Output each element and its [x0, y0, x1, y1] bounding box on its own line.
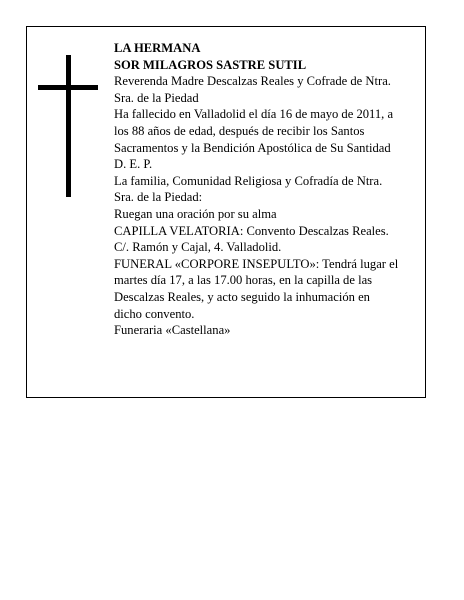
text-line: Reverenda Madre Descalzas Reales y Cofrade de Ntra.	[114, 74, 391, 89]
heading-title: LA HERMANA	[114, 41, 201, 55]
text-line: La familia, Comunidad Religiosa y Cofradía de Ntra.	[114, 173, 383, 188]
text-line: Sra. de la Piedad:	[114, 190, 203, 205]
text-line: Descalzas Reales, y acto seguido la inhumación en	[114, 289, 370, 304]
obituary-text	[114, 40, 458, 339]
text-line: FUNERAL «CORPORE INSEPULTO»: Tendrá lugar el	[114, 256, 399, 271]
text-line: Ha fallecido en Valladolid el día 16 de mayo de 2011, a	[114, 107, 394, 122]
text-line: Funeraria «Castellana»	[114, 323, 231, 338]
text-line: CAPILLA VELATORIA: Convento Descalzas Reales.	[114, 223, 389, 238]
text-line: Ruegan una oración por su alma	[114, 206, 277, 221]
text-line: Sacramentos y la Bendición Apostólica de Su Santidad	[114, 140, 391, 155]
text-line: Sra. de la Piedad	[114, 90, 199, 105]
text-line: martes día 17, a las 17.00 horas, en la capilla de las	[114, 273, 373, 288]
cross-icon	[38, 55, 98, 197]
text-line: D. E. P.	[114, 157, 153, 172]
text-line: C/. Ramón y Cajal, 4. Valladolid.	[114, 240, 282, 255]
cross-horizontal-bar	[38, 85, 98, 90]
text-line: los 88 años de edad, después de recibir los Santos	[114, 123, 365, 138]
text-line: dicho convento.	[114, 306, 195, 321]
deceased-name: SOR MILAGROS SASTRE SUTIL	[114, 57, 307, 72]
cross-vertical-bar	[66, 55, 71, 197]
